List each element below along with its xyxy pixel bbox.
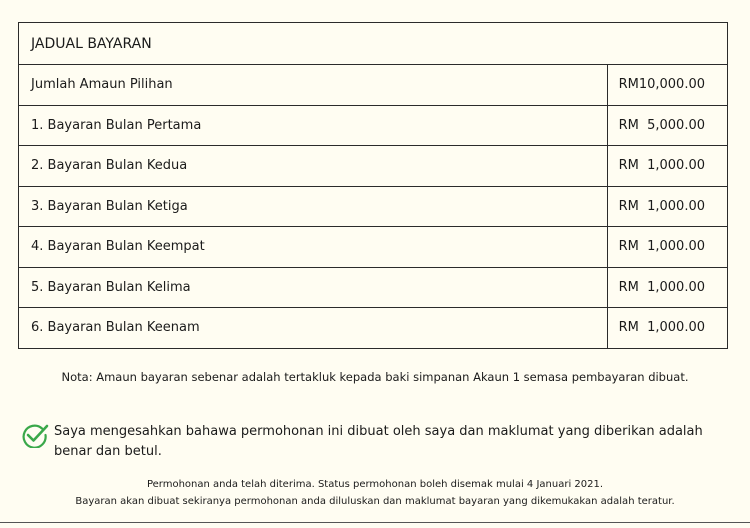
- confirmation-statement: [20, 422, 720, 462]
- table-row: [19, 105, 728, 146]
- currency-label: RM: [618, 158, 639, 174]
- amount-value: 1,000.00: [647, 158, 705, 174]
- amount-value: 1,000.00: [647, 198, 705, 214]
- currency-label: RM: [618, 239, 639, 255]
- row-amount-cell: [607, 105, 727, 146]
- row-label: 1. Bayaran Bulan Pertama: [19, 105, 608, 146]
- row-amount-cell: [607, 227, 727, 268]
- row-amount-cell: [607, 65, 727, 106]
- table-row: [19, 146, 728, 187]
- row-amount-cell: [607, 267, 727, 308]
- amount-value: 1,000.00: [647, 320, 705, 336]
- table-header-row: [19, 23, 728, 65]
- table-row: [19, 267, 728, 308]
- currency-label: RM: [618, 279, 639, 295]
- table-row: [19, 186, 728, 227]
- row-label: 2. Bayaran Bulan Kedua: [19, 146, 608, 187]
- table-title: JADUAL BAYARAN: [19, 23, 728, 65]
- amount-value: 1,000.00: [647, 239, 705, 255]
- footer-line-2: Bayaran akan dibuat sekiranya permohonan anda diluluskan dan maklumat bayaran yang dikemukakan adalah teratur.: [75, 496, 675, 507]
- bottom-divider: [0, 522, 750, 523]
- currency-label: RM: [618, 198, 639, 214]
- confirmation-text: Saya mengesahkan bahawa permohonan ini dibuat oleh saya dan maklumat yang diberikan adalah benar dan betul.: [54, 424, 703, 459]
- row-amount-cell: [607, 186, 727, 227]
- note-text: Nota: Amaun bayaran sebenar adalah tertakluk kepada baki simpanan Akaun 1 semasa pembayaran dibuat.: [61, 370, 689, 384]
- table-row: [19, 65, 728, 106]
- currency-label: RM: [618, 320, 639, 336]
- row-label: 3. Bayaran Bulan Ketiga: [19, 186, 608, 227]
- table-row: [19, 227, 728, 268]
- row-label: Jumlah Amaun Pilihan: [19, 65, 608, 106]
- row-amount-cell: [607, 308, 727, 349]
- row-label: 5. Bayaran Bulan Kelima: [19, 267, 608, 308]
- table-row: [19, 308, 728, 349]
- check-circle-icon: [20, 422, 50, 448]
- amount-value: 10,000.00: [638, 77, 705, 93]
- row-label: 4. Bayaran Bulan Keempat: [19, 227, 608, 268]
- footer: [0, 476, 750, 510]
- amount-value: 1,000.00: [647, 279, 705, 295]
- currency-label: RM: [618, 77, 639, 93]
- footer-line-1: Permohonan anda telah diterima. Status permohonan boleh disemak mulai 4 Januari 2021.: [146, 479, 604, 490]
- amount-value: 5,000.00: [647, 117, 705, 133]
- currency-label: RM: [618, 117, 639, 133]
- payment-schedule-table: [18, 22, 728, 349]
- row-label: 6. Bayaran Bulan Keenam: [19, 308, 608, 349]
- row-amount-cell: [607, 146, 727, 187]
